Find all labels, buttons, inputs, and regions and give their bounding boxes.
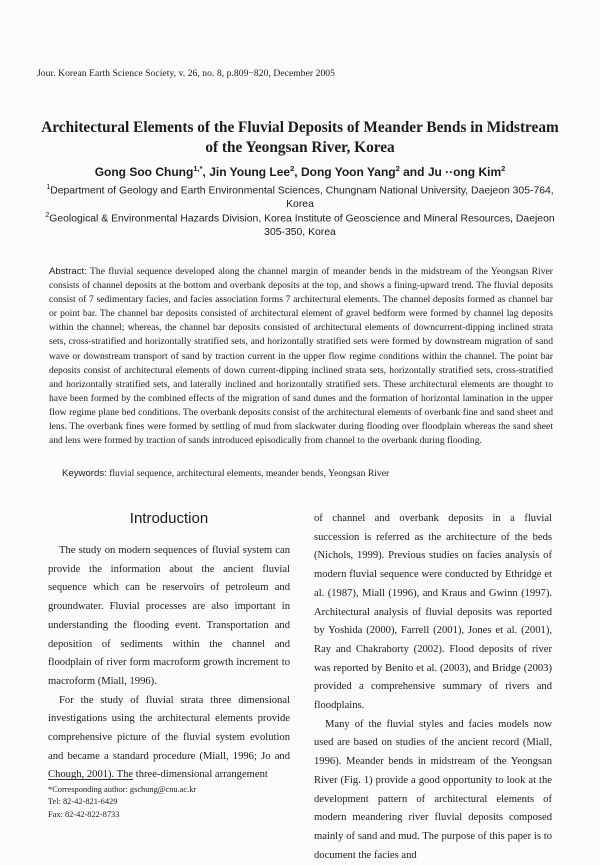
author-superscript: 1,* — [193, 164, 203, 173]
affiliation-2 — [40, 209, 560, 240]
affiliation-superscript: 1 — [46, 184, 51, 191]
keywords-label: Keywords: — [62, 468, 107, 479]
journal-reference: Jour. Korean Earth Science Society, v. 26, no. 8, p.809−820, December 2005 — [37, 68, 336, 79]
author-superscript: 2 — [290, 164, 295, 173]
keywords — [62, 468, 389, 479]
author-separator: and — [399, 165, 428, 179]
author-superscript: 2 — [395, 164, 400, 173]
footnote-fax: Fax: 82-42-822-8733 — [48, 809, 120, 819]
paragraph: Many of the fluvial styles and facies models now used are based on studies of the ancient record (Miall, 1996). Meander bends in midstream of the Yeongsan River (Fig. 1) provide a good opportunity to look at the development pattern of architectural elements of modern meandering river fluvial deposits composed mainly of sand and mud. The purpose of this paper is to document the facies and — [314, 718, 552, 861]
paragraph: For the study of fluvial strata three dimensional investigations using the architectural elements provide comprehensive picture of the fluvial system evolution and became a standard procedure (Miall, 1996; Jo and Chough, 2001). The three-dimensional arrangement — [48, 694, 290, 781]
author-name: Jin Young Lee — [209, 165, 291, 179]
affiliation-text: Department of Geology and Earth Environmental Sciences, Chungnam National University, Daejeon 305-764, Korea — [50, 185, 554, 211]
author-name: Dong Yoon Yang — [300, 165, 396, 179]
paper-title: Architectural Elements of the Fluvial Deposits of Meander Bends in Midstream of the Yeongsan River, Korea — [41, 119, 559, 156]
keywords-text: fluvial sequence, architectural elements, meander bends, Yeongsan River — [106, 468, 390, 479]
affiliation-text: Geological & Environmental Hazards Division, Korea Institute of Geoscience and Mineral Resources, Daejeon 305-350, Korea — [49, 213, 555, 239]
author-superscript: 2 — [501, 164, 506, 173]
author-name: Ju ··ong Kim — [427, 165, 502, 179]
footnote-tel: Tel: 82-42-821-6429 — [48, 797, 118, 807]
author-separator: , — [202, 165, 210, 179]
affiliation-1 — [40, 181, 560, 212]
paragraph: of channel and overbank deposits in a fluvial succession is referred as the architecture of the beds (Nichols, 1999). Previous studies on facies analysis of modern fluvial sequence were conducted by Ethridge et al. (1987), Miall (1996), and Kraus and Gwinn (1997). Architectural analysis of fluvial deposits was reported by Yoshida (2000), Farrell (2001), Jones et al. (2001), Ray and Chakraborty (2002). Flood deposits of river was reported by Benito et al. (2003), and Bridge (2003) provided a comprehensive summary of rivers and floodplains. — [314, 513, 552, 712]
right-column — [314, 510, 552, 865]
author-name: Gong Soo Chung — [94, 165, 194, 179]
abstract — [49, 265, 553, 448]
author-list — [40, 164, 560, 179]
abstract-text: The fluvial sequence developed along the channel margin of meander bends in the midstream of the Yeongsan River consists of channel deposits at the bottom and overbank deposits at the top, and shows a fining-upward trend. The fluvial deposits consist of 7 sedimentary facies, and facies association forms 7 architectural elements. The channel deposits formed as channel bar or point bar. The channel bar deposits consisted of architectural element of gravel bedform were formed by channel lag deposits within the channel; whereas, the channel bar deposits consisted of architectural elements of downcurrent-dipping inclined strata sets, cross-stratified and horizontally stratified sets, and horizontally stratified sets were formed by downstream migration of sand wave or downstream transport of sand by traction current in the upper flow regime conditions within the channel. The point bar deposits consist of architectural elements of down current-dipping inclined strata sets, horizontally stratified sets, cross-stratified and horizontally stratified sets, and laterally inclined and horizontally stratified sets. These architectural elements are thought to have been formed by the combined effects of the migration of sand dunes and the formation of horizontal lamination in the upper flow regime plane bed conditions. The overbank deposits consist of the architectural elements of overbank fine and sand sheet and lens. The overbank fines were formed by settling of mud from slackwater during flooding over floodplain whereas the sand sheet and lens were formed by traction of sands introduced episodically from channel to the overbank during flooding. — [49, 266, 553, 447]
section-heading-introduction: Introduction — [129, 510, 209, 527]
abstract-label: Abstract: — [49, 266, 87, 277]
footnote-email: *Corresponding author: gschung@cnu.ac.kr — [48, 785, 197, 794]
footnote — [48, 784, 196, 821]
affiliation-superscript: 2 — [45, 212, 50, 219]
left-column — [48, 542, 290, 785]
paragraph: The study on modern sequences of fluvial system can provide the information about the ancient fluvial sequence which can be reservoirs of petroleum and groundwater. Fluvial processes are also important in understanding the flooding event. Transportation and deposition of sediments within the channel and floodplain of river form macroform growth increment to macroform (Miall, 1996). — [48, 545, 290, 687]
author-separator: , — [294, 165, 301, 179]
footnote-divider — [48, 779, 133, 780]
